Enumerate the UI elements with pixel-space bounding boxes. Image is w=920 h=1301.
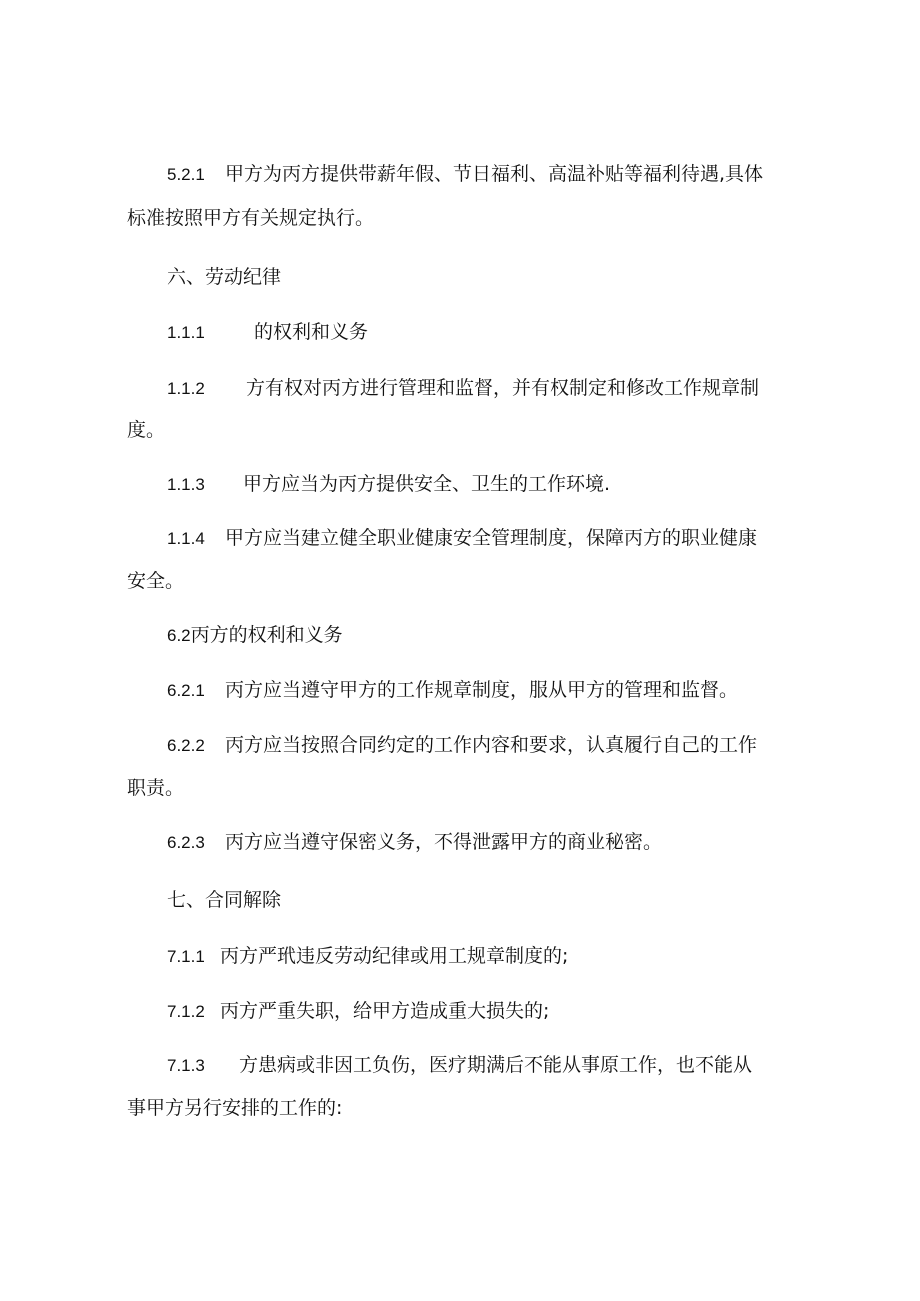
section-title-7: 七、合同解除	[167, 889, 282, 911]
clause-number: 5.2.1	[167, 165, 205, 184]
paragraph-1-1-2	[167, 376, 759, 401]
clause-number: 7.1.2	[167, 1002, 205, 1021]
clause-number: 1.1.4	[167, 529, 205, 548]
paragraph-1-1-4-continuation: 安全。	[127, 570, 185, 592]
clause-number: 7.1.3	[167, 1056, 205, 1075]
paragraph-7-1-2	[167, 999, 549, 1024]
paragraph-7-1-1	[167, 944, 568, 969]
clause-text: 丙方应当遵守甲方的工作规章制度，服从甲方的管理和监督。	[225, 679, 739, 701]
clause-text: 方患病或非因工负伤，医疗期满后不能从事原工作，也不能从	[239, 1054, 753, 1076]
clause-text: 丙方的权利和义务	[190, 624, 343, 646]
paragraph-1-1-4	[167, 526, 757, 551]
paragraph-1-1-2-continuation: 度。	[127, 419, 166, 441]
clause-text: 丙方应当按照合同约定的工作内容和要求，认真履行自己的工作	[225, 734, 758, 756]
paragraph-7-1-3-continuation: 事甲方另行安排的工作的:	[127, 1097, 343, 1119]
clause-number: 1.1.3	[167, 475, 205, 494]
paragraph-7-1-3	[167, 1053, 752, 1078]
clause-number: 6.2.3	[167, 833, 205, 852]
paragraph-1-1-3	[167, 472, 610, 497]
clause-number: 7.1.1	[167, 947, 205, 966]
paragraph-6-2	[167, 623, 343, 648]
paragraph-6-2-3	[167, 830, 662, 855]
clause-text: 甲方为丙方提供带薪年假、节日福利、高温补贴等福利待遇,具体	[225, 163, 764, 185]
clause-number: 6.2	[167, 626, 191, 645]
clause-text: 丙方严重失职，给甲方造成重大损失的;	[220, 1000, 550, 1022]
clause-text: 丙方严玳违反劳动纪律或用工规章制度的;	[220, 945, 569, 967]
clause-text: 的权利和义务	[254, 321, 369, 343]
paragraph-5-2-1-continuation: 标准按照甲方有关规定执行。	[127, 207, 375, 229]
clause-number: 6.2.2	[167, 736, 205, 755]
paragraph-5-2-1	[167, 162, 763, 187]
paragraph-6-2-2	[167, 733, 757, 758]
section-title-6: 六、劳动纪律	[167, 266, 282, 288]
clause-text: 甲方应当建立健全职业健康安全管理制度，保障丙方的职业健康	[225, 527, 758, 549]
paragraph-1-1-1	[167, 320, 368, 345]
clause-text: 甲方应当为丙方提供安全、卫生的工作环境.	[243, 473, 611, 495]
clause-number: 1.1.2	[167, 379, 205, 398]
clause-number: 6.2.1	[167, 681, 205, 700]
paragraph-6-2-2-continuation: 职责。	[127, 777, 185, 799]
paragraph-6-2-1	[167, 678, 738, 703]
clause-text: 丙方应当遵守保密义务，不得泄露甲方的商业秘密。	[225, 831, 663, 853]
clause-text: 方有权对丙方进行管理和监督，并有权制定和修改工作规章制	[246, 377, 760, 399]
clause-number: 1.1.1	[167, 323, 205, 342]
